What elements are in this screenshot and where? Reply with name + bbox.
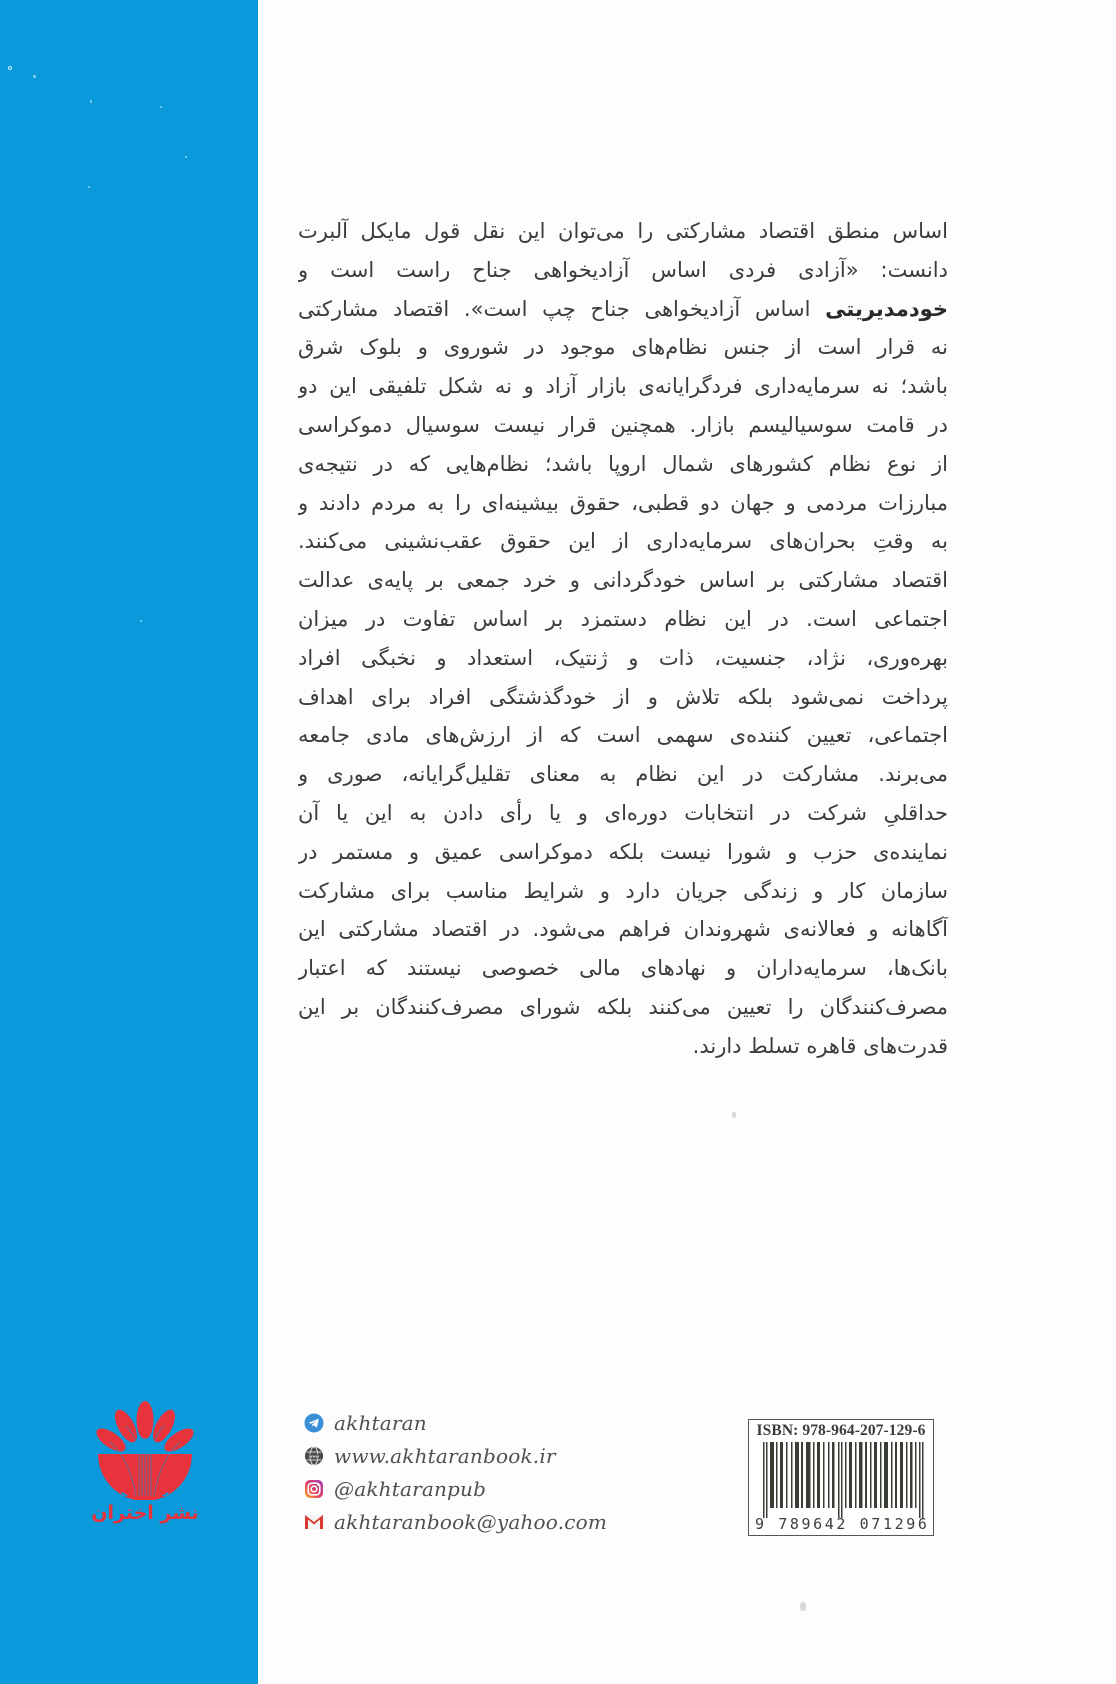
- blurb-line: از نوع نظام کشورهای شمال اروپا باشد؛ نظام‌هایی که در نتیجه‌ی: [298, 451, 948, 476]
- telegram-handle: akhtaran: [334, 1410, 427, 1435]
- publisher-name: نشر اختران: [91, 1502, 199, 1524]
- speck: [33, 75, 36, 78]
- blurb-line: باشد؛ نه سرمایه‌داری فردگرایانه‌ی بازار آزاد و نه شکل تلفیقی این دو: [298, 374, 948, 399]
- barcode-digits: 9 789642 071296: [755, 1515, 930, 1533]
- contact-instagram[interactable]: [303, 1472, 623, 1505]
- email-address: akhtaranbook@yahoo.com: [334, 1509, 608, 1534]
- blurb-line: آگاهانه و فعالانه‌ی شهروندان فراهم می‌شود. در اقتصاد مشارکتی این: [298, 917, 948, 942]
- blurb-line: [298, 290, 948, 329]
- blurb-line: اقتصاد مشارکتی بر اساس خودگردانی و خرد جمعی بر پایه‌ی عدالت: [298, 568, 948, 593]
- blurb-line: سازمان کار و زندگی جریان دارد و شرایط مناسب برای مشارکت: [298, 878, 948, 903]
- speck: [90, 100, 92, 103]
- telegram-icon: [303, 1412, 325, 1434]
- publisher-logo: [90, 1400, 200, 1540]
- blurb-paragraph: [298, 212, 948, 1066]
- blurb-line: می‌برند. مشارکت در این نظام به معنای تقلیل‌گرایانه، صوری و: [298, 762, 948, 787]
- blurb-line: بهره‌وری، نژاد، جنسیت، ذات و ژنتیک، استعداد و نخبگی افراد: [298, 645, 948, 670]
- blurb-line: قدرت‌های قاهره تسلط دارند.: [692, 1033, 948, 1058]
- barcode-bars: [761, 1442, 927, 1518]
- globe-icon: [303, 1445, 325, 1467]
- blurb-line: اجتماعی است. در این نظام دستمزد بر اساس تفاوت در میزان: [298, 606, 948, 631]
- blurb-line: به وقتِ بحران‌های سرمایه‌داری از این حقوق عقب‌نشینی می‌کنند.: [298, 529, 948, 554]
- contact-telegram[interactable]: [303, 1406, 623, 1439]
- blurb-line: حداقلیِ شرکت در انتخابات دوره‌ای و یا رأی دادن به این یا آن: [298, 800, 948, 825]
- svg-text:www: www: [309, 1453, 319, 1458]
- speck: [88, 186, 90, 188]
- contact-list: [303, 1406, 623, 1538]
- isbn-barcode: [748, 1419, 934, 1536]
- blurb-line: پرداخت نمی‌شود بلکه تلاش و از خودگذشتگی افراد برای اهداف: [298, 684, 948, 709]
- blurb-line: مبارزات مردمی و جهان دو قطبی، حقوق بیشینه‌ای را به مردم دادند و: [298, 490, 948, 515]
- print-smudge: [800, 1602, 806, 1611]
- blurb-bold-term: خودمدیریتی: [825, 296, 948, 321]
- print-smudge: [732, 1112, 736, 1118]
- mail-icon: [303, 1511, 325, 1533]
- isbn-label: ISBN: 978-964-207-129-6: [756, 1422, 926, 1439]
- website-url: www.akhtaranbook.ir: [334, 1443, 556, 1468]
- speck: [8, 66, 12, 70]
- blurb-line: اجتماعی، تعیین کننده‌ی سهمی است که از ارزش‌های مادی جامعه: [298, 723, 948, 748]
- flower-logo-icon: [90, 1400, 200, 1500]
- blurb-line: نه قرار است از جنس نظام‌های موجود در شوروی و بلوک شرق: [298, 335, 948, 360]
- speck: [140, 620, 142, 622]
- contact-email[interactable]: [303, 1505, 623, 1538]
- blurb-line: مصرف‌کنندگان را تعیین می‌کنند بلکه شورای مصرف‌کنندگان بر این: [298, 994, 948, 1019]
- blurb-line: در قامت سوسیالیسم بازار. همچنین قرار نیست سوسیال دموکراسی: [298, 412, 948, 437]
- blurb-line-rest: اساس آزادیخواهی جناح چپ است». اقتصاد مشارکتی: [298, 296, 826, 321]
- blurb-line: اساس منطق اقتصاد مشارکتی را می‌توان این نقل قول مایکل آلبرت: [298, 219, 948, 243]
- blurb-line: نماینده‌ی حزب و شورا نیست بلکه دموکراسی عمیق و مستمر در: [298, 839, 948, 864]
- instagram-icon: [303, 1478, 325, 1500]
- speck: [160, 106, 162, 108]
- blurb-line: دانست: «آزادی فردی اساس آزادیخواهی جناح راست است و: [298, 257, 948, 282]
- instagram-handle: @akhtaranpub: [334, 1476, 487, 1501]
- speck: [185, 156, 187, 158]
- contact-website[interactable]: [303, 1439, 623, 1472]
- blurb-line: بانک‌ها، سرمایه‌داران و نهادهای مالی خصوصی نیستند که اعتبار: [298, 956, 948, 981]
